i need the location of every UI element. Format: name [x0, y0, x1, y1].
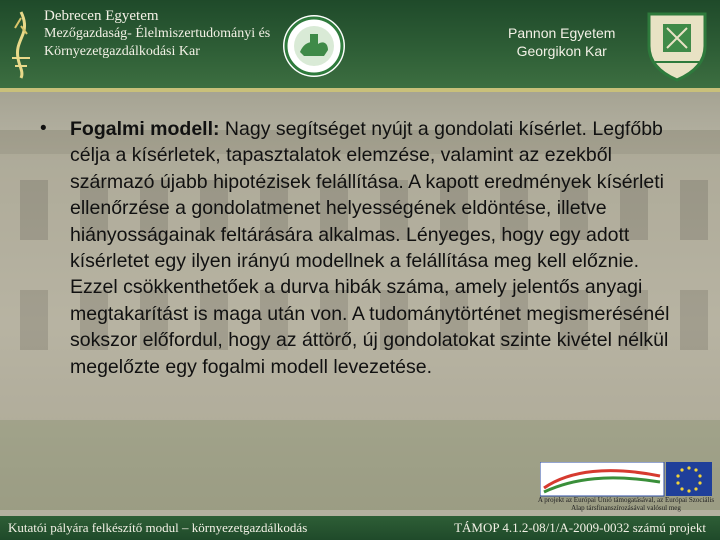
bullet-dot-icon: •	[40, 118, 47, 139]
bullet-item	[40, 116, 680, 380]
footer-left-text: Kutatói pályára felkészítő modul – környezetgazdálkodás	[8, 520, 308, 535]
header-divider	[0, 88, 720, 92]
right-university-line1: Pannon Egyetem	[508, 25, 616, 41]
footer-bar	[0, 516, 720, 540]
left-university-line2: Mezőgazdaság- Élelmiszertudományi és	[44, 26, 271, 41]
header-bar	[0, 0, 720, 90]
left-university-name	[44, 7, 270, 61]
bullet-text	[70, 116, 680, 380]
footer-right-text: TÁMOP 4.1.2-08/1/A-2009-0032 számú projekt	[454, 520, 706, 535]
eu-support-caption: A projekt az Európai Unió támogatásával, az Európai Szociális Alap társfinanszírozásával valósul meg	[537, 496, 715, 512]
right-university-line2: Georgikon Kar	[516, 43, 607, 59]
bullet-term: Fogalmi modell:	[70, 118, 220, 140]
right-university-name	[508, 24, 615, 60]
left-university-line1: Debrecen Egyetem	[44, 8, 159, 24]
slide-content	[40, 116, 680, 380]
university-shield-icon	[645, 10, 709, 82]
left-university-line3: Környezetgazdálkodási Kar	[44, 44, 200, 59]
university-seal-icon	[282, 14, 346, 78]
bullet-body: Nagy segítséget nyújt a gondolati kísérlet. Legfőbb célja a kísérletek, tapasztalatok elemzése, valamint az ezekből származó újabb hipotézisek felállítása. A kapott eredmények kísérleti ellenőrzése a gondolatmenet helyességének eldöntése, illetve hiányosságainak feltárására alkalmas. Lényeges, hogy egy adott kísérletet egy ilyen irányú modellnek a felállítása meg kell előznie. Ezzel csökkenthetőek a durva hibák száma, amely jelentős anyagi megtakarítást is maga után von. A tudománytörténet megismerésénél sokszor előfordul, hogy az áttörő, új gondolatokat szinte kivétel nélkül megelőzte egy fogalmi modell levezetése.	[70, 118, 670, 378]
db-university-logo-icon	[6, 8, 36, 80]
